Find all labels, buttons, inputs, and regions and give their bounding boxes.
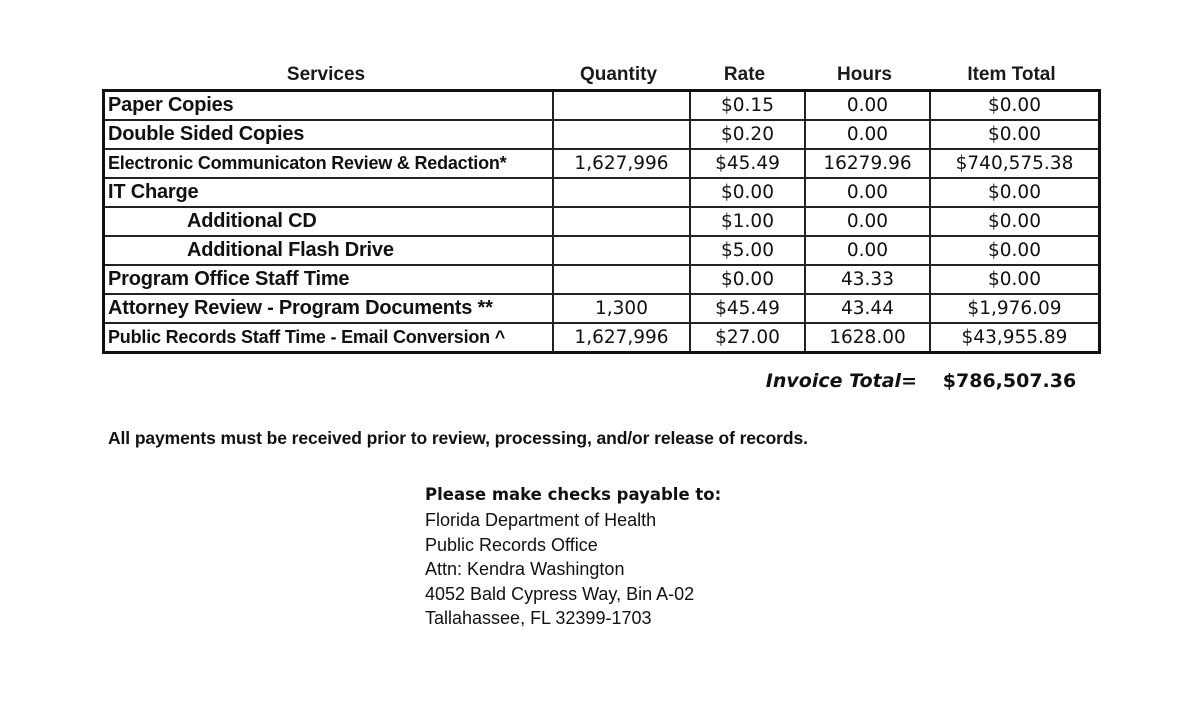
item-total-cell: $0.00 (930, 236, 1100, 265)
column-header-services: Services (286, 64, 366, 85)
item-total-cell: $0.00 (930, 120, 1100, 149)
quantity-cell (553, 120, 690, 149)
item-total-cell: $43,955.89 (930, 323, 1100, 353)
payee-city-state-zip: Tallahassee, FL 32399-1703 (425, 608, 652, 628)
payee-attention: Attn: Kendra Washington (425, 559, 625, 579)
payment-notice: All payments must be received prior to review, processing, and/or release of records. (108, 428, 808, 448)
rate-cell: $45.49 (690, 294, 805, 323)
quantity-cell (553, 265, 690, 294)
table-row (104, 149, 1100, 178)
item-total-cell: $740,575.38 (930, 149, 1100, 178)
table-row (104, 178, 1100, 207)
rate-cell: $0.15 (690, 91, 805, 121)
rate-cell: $5.00 (690, 236, 805, 265)
hours-cell: 43.44 (805, 294, 930, 323)
hours-cell: 0.00 (805, 178, 930, 207)
hours-cell: 0.00 (805, 120, 930, 149)
column-header-quantity: Quantity (579, 64, 658, 85)
service-cell: IT Charge (104, 178, 554, 207)
quantity-cell: 1,627,996 (553, 323, 690, 353)
service-cell: Additional CD (104, 207, 554, 236)
quantity-cell (553, 207, 690, 236)
table-row (104, 265, 1100, 294)
column-header-item-total: Item Total (967, 64, 1056, 85)
hours-cell: 16279.96 (805, 149, 930, 178)
service-cell: Attorney Review - Program Documents ** (104, 294, 554, 323)
table-header (102, 62, 1096, 88)
table-row (104, 323, 1100, 353)
quantity-cell (553, 178, 690, 207)
quantity-cell (553, 236, 690, 265)
payable-to-block (425, 482, 721, 631)
service-cell: Electronic Communicaton Review & Redaction* (104, 149, 554, 178)
table-row (104, 91, 1100, 121)
hours-cell: 43.33 (805, 265, 930, 294)
item-total-cell: $1,976.09 (930, 294, 1100, 323)
table-row (104, 294, 1100, 323)
service-cell: Public Records Staff Time - Email Conversion ^ (104, 323, 554, 353)
quantity-cell (553, 91, 690, 121)
rate-cell: $1.00 (690, 207, 805, 236)
invoice-table-body (104, 91, 1100, 353)
service-cell: Program Office Staff Time (104, 265, 554, 294)
hours-cell: 0.00 (805, 236, 930, 265)
hours-cell: 0.00 (805, 207, 930, 236)
payee-office: Public Records Office (425, 534, 598, 555)
service-cell: Double Sided Copies (104, 120, 554, 149)
rate-cell: $27.00 (690, 323, 805, 353)
table-row (104, 236, 1100, 265)
rate-cell: $0.00 (690, 178, 805, 207)
rate-cell: $0.20 (690, 120, 805, 149)
item-total-cell: $0.00 (930, 91, 1100, 121)
rate-cell: $0.00 (690, 265, 805, 294)
table-row (104, 207, 1100, 236)
payee-name: Florida Department of Health (425, 510, 657, 530)
item-total-cell: $0.00 (930, 207, 1100, 236)
rate-cell: $45.49 (690, 149, 805, 178)
payee-street-address: 4052 Bald Cypress Way, Bin A-02 (425, 583, 695, 604)
invoice-total-row (687, 367, 1094, 395)
table-row (104, 120, 1100, 149)
hours-cell: 1628.00 (805, 323, 930, 353)
service-cell: Additional Flash Drive (104, 236, 554, 265)
quantity-cell: 1,300 (553, 294, 690, 323)
column-header-rate: Rate (723, 64, 766, 85)
invoice-table (102, 89, 1101, 354)
hours-cell: 0.00 (805, 91, 930, 121)
column-header-hours: Hours (837, 64, 892, 85)
quantity-cell: 1,627,996 (553, 149, 690, 178)
payable-heading: Please make checks payable to: (425, 485, 722, 504)
invoice-total-value: $786,507.36 (942, 370, 1077, 392)
item-total-cell: $0.00 (930, 265, 1100, 294)
invoice-total-label: Invoice Total= (765, 370, 917, 392)
service-cell: Paper Copies (104, 91, 554, 121)
item-total-cell: $0.00 (930, 178, 1100, 207)
